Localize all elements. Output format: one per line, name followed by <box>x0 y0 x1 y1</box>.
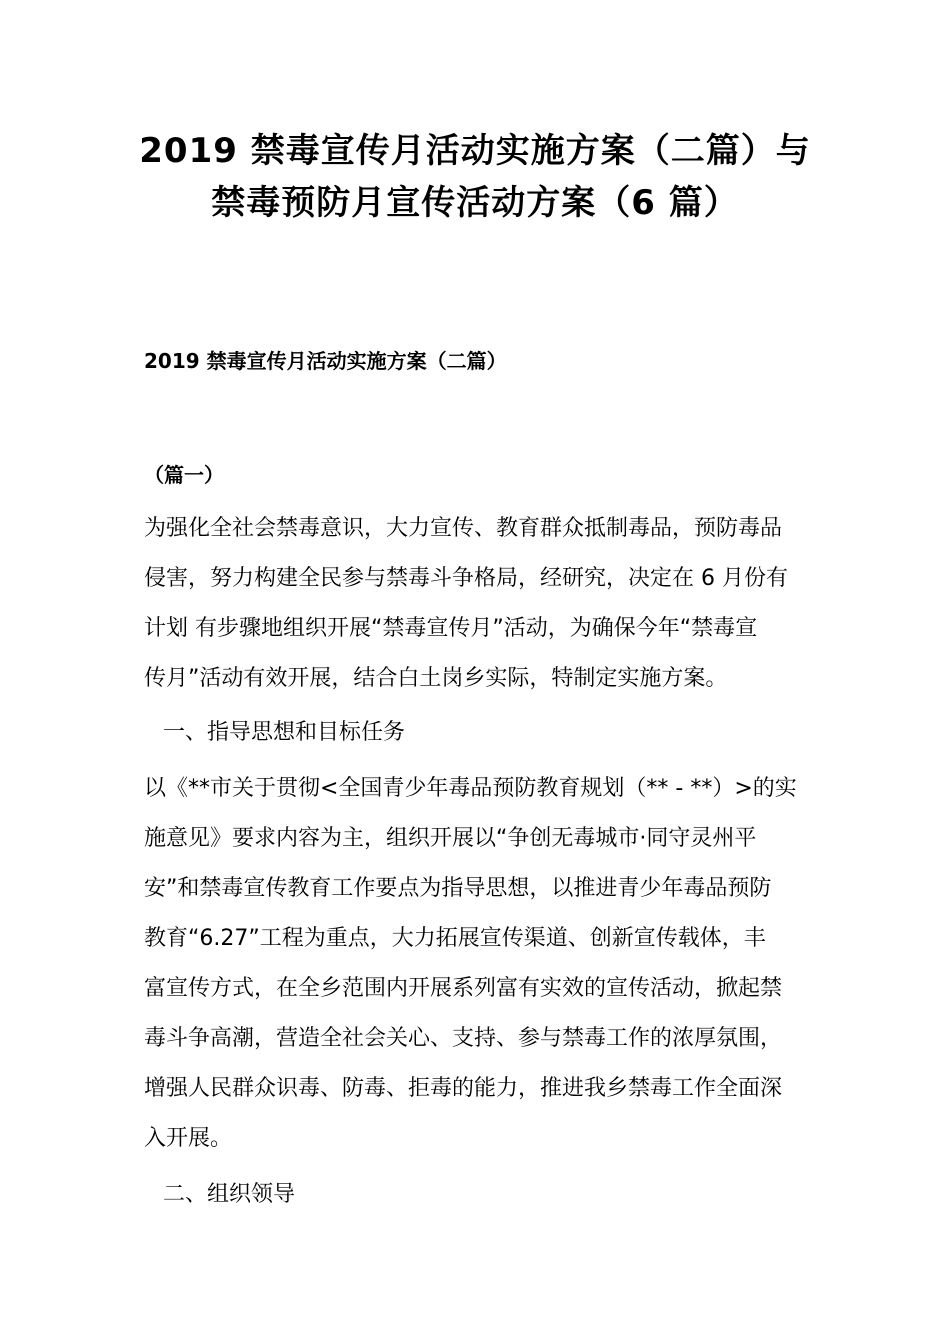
section1-line-4: 教育“6.27”工程为重点，大力拓展宣传渠道、创新宣传载体，丰 <box>144 926 766 951</box>
intro-line-4: 传月”活动有效开展，结合白土岗乡实际，特制定实施方案。 <box>144 666 728 691</box>
section1-line-5: 富宣传方式，在全乡范围内开展系列富有实效的宣传活动，掀起禁 <box>144 976 783 1001</box>
section1-line-2: 施意见》要求内容为主，组织开展以“争创无毒城市·同守灵州平 <box>144 826 757 851</box>
section1-line-1: 以《**市关于贯彻<全国青少年毒品预防教育规划（** - **）>的实 <box>144 776 797 801</box>
intro-line-2: 侵害，努力构建全民参与禁毒斗争格局，经研究，决定在 6 月份有 <box>144 566 788 591</box>
section1-line-3: 安”和禁毒宣传教育工作要点为指导思想，以推进青少年毒品预防 <box>144 876 772 901</box>
heading-organization: 二、组织领导 <box>163 1182 296 1207</box>
intro-line-3: 计划 有步骤地组织开展“禁毒宣传月”活动，为确保今年“禁毒宣 <box>144 616 758 641</box>
section1-line-6: 毒斗争高潮，营造全社会关心、支持、参与禁毒工作的浓厚氛围， <box>144 1026 783 1051</box>
section1-line-7: 增强人民群众识毒、防毒、拒毒的能力，推进我乡禁毒工作全面深 <box>144 1076 783 1101</box>
document-title-line-2: 禁毒预防月宣传活动方案（6 篇） <box>211 183 739 223</box>
section1-line-8: 入开展。 <box>144 1126 233 1151</box>
document-title-line-1: 2019 禁毒宣传月活动实施方案（二篇）与 <box>139 131 811 171</box>
heading-guiding-ideology: 一、指导思想和目标任务 <box>163 720 406 745</box>
intro-paragraph <box>144 504 806 704</box>
section-subtitle: 2019 禁毒宣传月活动实施方案（二篇） <box>144 349 507 373</box>
section1-paragraph <box>144 764 806 1164</box>
intro-line-1: 为强化全社会禁毒意识，大力宣传、教育群众抵制毒品，预防毒品 <box>144 516 783 541</box>
part-label: （篇一） <box>144 463 224 487</box>
